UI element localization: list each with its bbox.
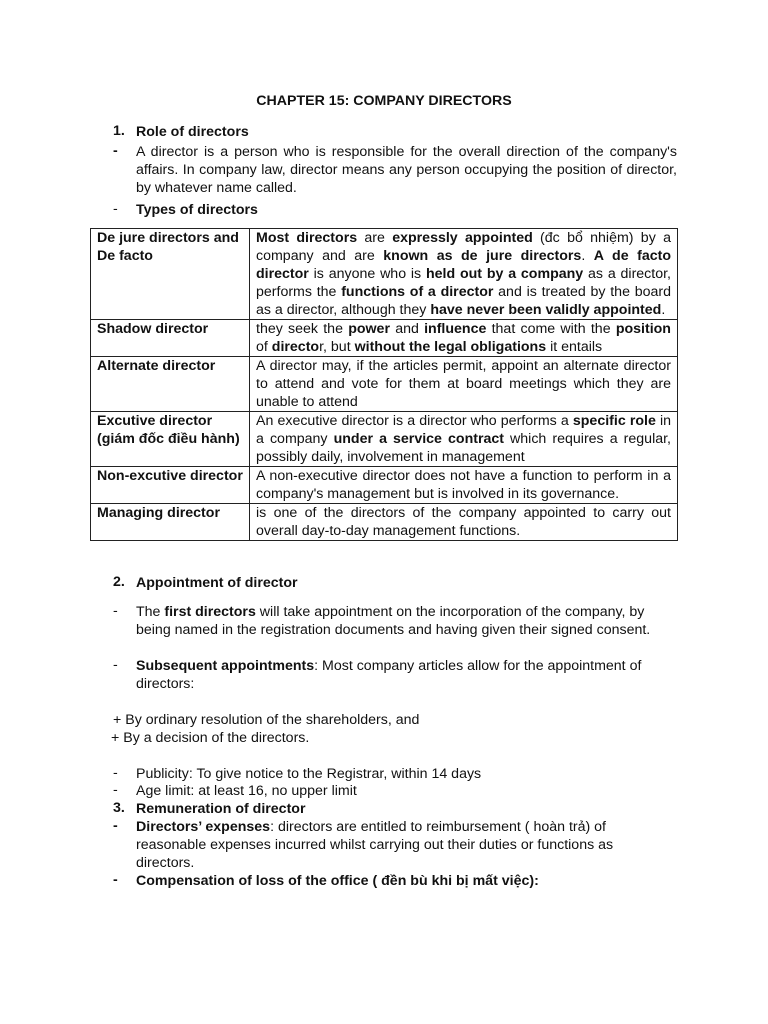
director-type-term: Shadow director xyxy=(91,320,250,357)
definition-text: r, but xyxy=(319,339,355,355)
types-heading: Types of directors xyxy=(136,202,258,218)
director-type-term: Excutive director (giám đốc điều hành) xyxy=(91,412,250,467)
definition-bold-text: influence xyxy=(424,321,487,337)
subsequent-appointments-bold: Subsequent appointments xyxy=(136,658,315,674)
definition-text: (đc bổ nhiệm) by a company and are xyxy=(256,230,671,264)
first-directors-bold: first directors xyxy=(164,604,256,620)
role-paragraph xyxy=(136,143,677,197)
director-type-term: Managing director xyxy=(91,504,250,541)
plus-item-directors: + By a decision of the directors. xyxy=(111,730,310,746)
bullet-dash: - xyxy=(113,872,118,888)
age-limit-item: Age limit: at least 16, no upper limit xyxy=(136,783,357,799)
director-type-term: De jure directors and De facto xyxy=(91,229,250,320)
bullet-dash: - xyxy=(113,603,118,619)
definition-text: they seek the xyxy=(256,321,349,337)
expenses-bold: Directors’ expenses xyxy=(136,819,271,835)
definition-text: A non-executive director does not have a function to perform in a company's management but is involved in its governance. xyxy=(256,468,671,502)
first-directors-rest: will take appointment on the incorporation of the company, by being named in the registration documents and having given their signed consent. xyxy=(136,604,651,638)
definition-bold-text: functions of a director xyxy=(341,284,494,300)
definition-text: as a director, performs the xyxy=(256,266,671,300)
definition-text: in a company xyxy=(256,413,671,447)
definition-text: are xyxy=(357,230,393,246)
definition-bold-text: position xyxy=(615,321,671,337)
definition-text: it entails xyxy=(546,339,603,355)
definition-text: . xyxy=(581,248,594,264)
bullet-dash: - xyxy=(113,201,118,217)
section-2-number: 2. xyxy=(113,574,125,590)
director-type-term: Alternate director xyxy=(91,357,250,412)
subsequent-appointments-text: : Most company articles allow for the appointment of directors: xyxy=(136,658,642,692)
director-type-definition xyxy=(250,357,678,412)
bullet-dash: - xyxy=(113,818,118,834)
expenses-paragraph xyxy=(136,818,656,872)
definition-bold-text: without the legal obligations xyxy=(354,339,547,355)
definition-bold-text: specific role xyxy=(572,413,656,429)
definition-text: of xyxy=(256,339,272,355)
definition-text: . xyxy=(661,302,666,318)
director-type-definition xyxy=(250,320,678,357)
page-title: CHAPTER 15: COMPANY DIRECTORS xyxy=(256,93,512,109)
definition-text: is anyone who is xyxy=(308,266,426,282)
definition-bold-text: known as de jure directors xyxy=(383,248,582,264)
plus-item-shareholders: + By ordinary resolution of the shareholders, and xyxy=(113,712,420,728)
definition-text: is one of the directors of the company appointed to carry out overall day-to-day management functions. xyxy=(256,505,671,539)
section-3-number: 3. xyxy=(113,800,125,816)
definition-bold-text: held out by a company xyxy=(425,266,584,282)
section-1-heading: Role of directors xyxy=(136,124,249,140)
definition-text: which requires a regular, possibly daily, involvement in management xyxy=(256,431,671,465)
definition-bold-text: expressly appointed xyxy=(392,230,533,246)
bullet-dash: - xyxy=(113,143,118,159)
director-type-definition xyxy=(250,229,678,320)
first-directors-text: The xyxy=(136,604,165,620)
section-3-heading: Remuneration of director xyxy=(136,801,306,817)
definition-bold-text: Most directors xyxy=(256,230,358,246)
director-types-table xyxy=(90,228,678,541)
definition-bold-text: have never been validly appointed xyxy=(430,302,662,318)
role-text: A director is a person who is responsible for the overall direction of the company's affairs. In company law, director means any person occupying the position of director, by whatever name called. xyxy=(136,144,677,196)
definition-bold-text: directo xyxy=(271,339,320,355)
compensation-heading: Compensation of loss of the office ( đền bù khi bị mất việc): xyxy=(136,873,539,889)
table-row xyxy=(91,229,678,320)
publicity-item: Publicity: To give notice to the Registrar, within 14 days xyxy=(136,766,482,782)
director-type-definition xyxy=(250,504,678,541)
director-type-term: Non-excutive director xyxy=(91,467,250,504)
definition-text: and xyxy=(389,321,425,337)
section-1-number: 1. xyxy=(113,123,125,139)
section-2-heading: Appointment of director xyxy=(136,575,298,591)
table-row xyxy=(91,412,678,467)
definition-text: that come with the xyxy=(486,321,616,337)
definition-text: A director may, if the articles permit, appoint an alternate director to attend and vote for them at board meetings which they are unable to attend xyxy=(256,358,671,410)
table-row xyxy=(91,357,678,412)
definition-bold-text: under a service contract xyxy=(333,431,504,447)
bullet-dash: - xyxy=(113,765,118,781)
bullet-dash: - xyxy=(113,657,118,673)
table-row xyxy=(91,504,678,541)
director-type-definition xyxy=(250,467,678,504)
bullet-dash: - xyxy=(113,782,118,798)
director-type-definition xyxy=(250,412,678,467)
definition-bold-text: A de facto director xyxy=(256,248,671,282)
definition-text: and is treated by the board as a director, although they xyxy=(256,284,671,318)
first-directors-paragraph xyxy=(136,603,681,639)
definition-text: An executive director is a director who performs a xyxy=(256,413,573,429)
definition-bold-text: power xyxy=(348,321,390,337)
expenses-text: : directors are entitled to reimbursement ( hoàn trả) of reasonable expenses incurred whilst carrying out their duties or functions as directors. xyxy=(136,819,614,871)
table-row xyxy=(91,467,678,504)
subsequent-appointments-paragraph xyxy=(136,657,681,693)
table-row xyxy=(91,320,678,357)
